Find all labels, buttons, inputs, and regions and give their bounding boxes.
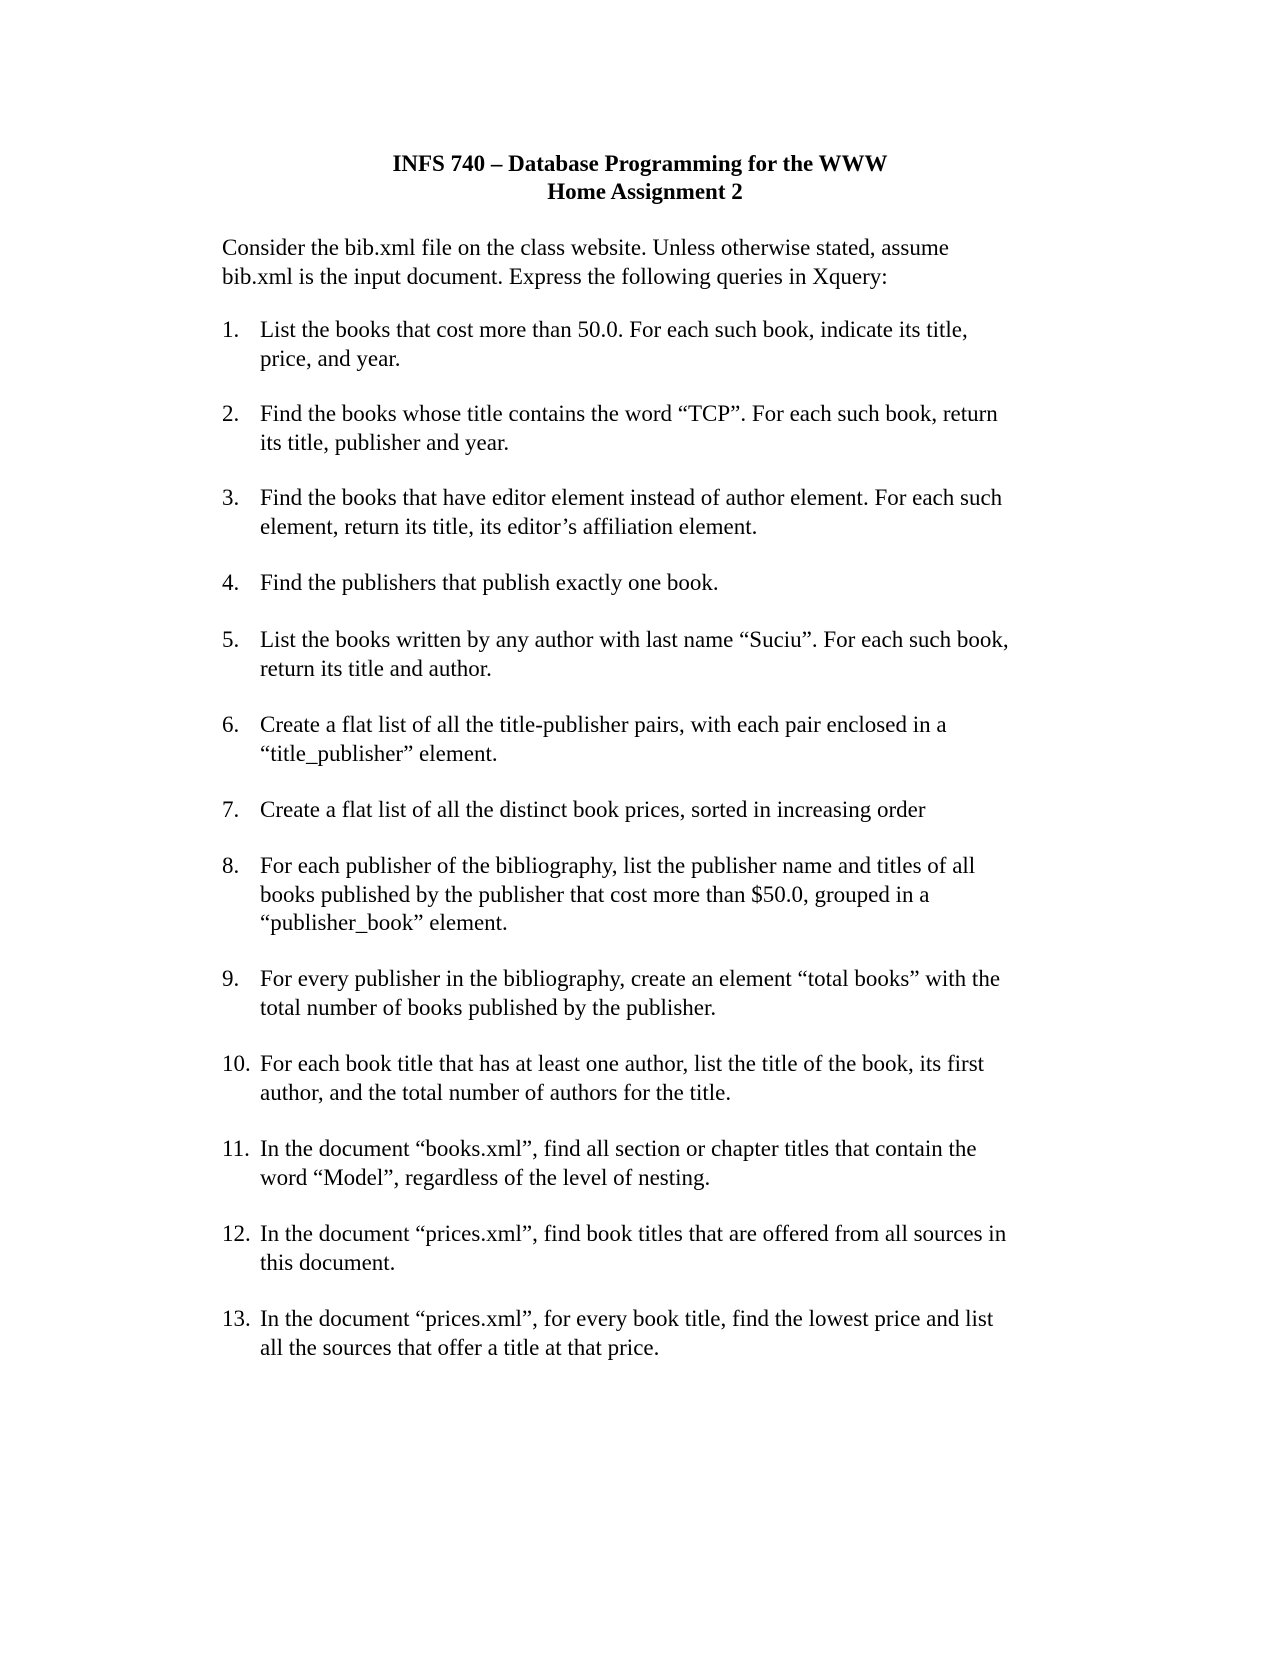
question-number: 1. [222, 317, 240, 342]
question-text [260, 711, 1082, 768]
question-text [260, 1135, 1082, 1192]
question-line: price, and year. [260, 345, 401, 371]
course-title: INFS 740 – Database Programming for the WWW [392, 151, 888, 176]
intro-line: bib.xml is the input document. Express the following queries in Xquery: [222, 263, 888, 289]
question-number: 9. [222, 966, 240, 991]
question-line: In the document “prices.xml”, find book titles that are offered from all sources in [260, 1221, 1007, 1246]
question-line: return its title and author. [260, 655, 492, 681]
question-line: all the sources that offer a title at that price. [260, 1334, 660, 1360]
intro-paragraph [222, 234, 1082, 291]
question-line: Find the books that have editor element instead of author element. For each such [260, 485, 1003, 510]
question-line: List the books written by any author with last name “Suciu”. For each such book, [260, 627, 1009, 652]
question-number: 3. [222, 485, 240, 510]
question-number: 10. [222, 1051, 251, 1076]
question-text [260, 626, 1082, 683]
question-line: In the document “books.xml”, find all section or chapter titles that contain the [260, 1136, 977, 1161]
question-line: author, and the total number of authors for the title. [260, 1079, 732, 1105]
question-line: Create a flat list of all the distinct book prices, sorted in increasing order [260, 797, 926, 822]
question-line: For every publisher in the bibliography, create an element “total books” with the [260, 966, 1001, 991]
question-number: 11. [222, 1136, 250, 1161]
question-line: total number of books published by the publisher. [260, 994, 717, 1020]
question-text [260, 316, 1082, 373]
question-line: word “Model”, regardless of the level of nesting. [260, 1164, 711, 1190]
question-line: “publisher_book” element. [260, 910, 508, 935]
question-line: List the books that cost more than 50.0. For each such book, indicate its title, [260, 317, 968, 342]
question-text [260, 484, 1082, 541]
question-number: 12. [222, 1221, 251, 1246]
question-number: 7. [222, 797, 240, 822]
question-line: Find the books whose title contains the word “TCP”. For each such book, return [260, 401, 998, 426]
document-title [0, 150, 1280, 206]
question-text [260, 1050, 1082, 1107]
question-number: 13. [222, 1306, 251, 1331]
question-number: 8. [222, 853, 240, 878]
question-text [260, 400, 1082, 457]
question-line: In the document “prices.xml”, for every book title, find the lowest price and list [260, 1306, 994, 1331]
question-line: Create a flat list of all the title-publisher pairs, with each pair enclosed in a [260, 712, 947, 737]
question-line: For each book title that has at least one author, list the title of the book, its first [260, 1051, 985, 1076]
question-text [260, 796, 1082, 825]
question-text [260, 1305, 1082, 1362]
question-number: 6. [222, 712, 240, 737]
question-number: 4. [222, 570, 240, 595]
question-text [260, 965, 1082, 1022]
question-line: this document. [260, 1249, 396, 1275]
question-text [260, 852, 1082, 938]
question-line: books published by the publisher that cost more than $50.0, grouped in a [260, 881, 930, 907]
question-text [260, 1220, 1082, 1277]
question-line: element, return its title, its editor’s affiliation element. [260, 513, 758, 539]
question-text [260, 569, 1082, 598]
question-line: “title_publisher” element. [260, 740, 498, 766]
intro-line: Consider the bib.xml file on the class website. Unless otherwise stated, assume [222, 235, 949, 260]
question-number: 5. [222, 627, 240, 652]
question-line: its title, publisher and year. [260, 429, 510, 455]
question-number: 2. [222, 401, 240, 426]
question-line: For each publisher of the bibliography, list the publisher name and titles of all [260, 853, 976, 878]
assignment-title: Home Assignment 2 [547, 179, 743, 204]
question-line: Find the publishers that publish exactly one book. [260, 570, 719, 595]
